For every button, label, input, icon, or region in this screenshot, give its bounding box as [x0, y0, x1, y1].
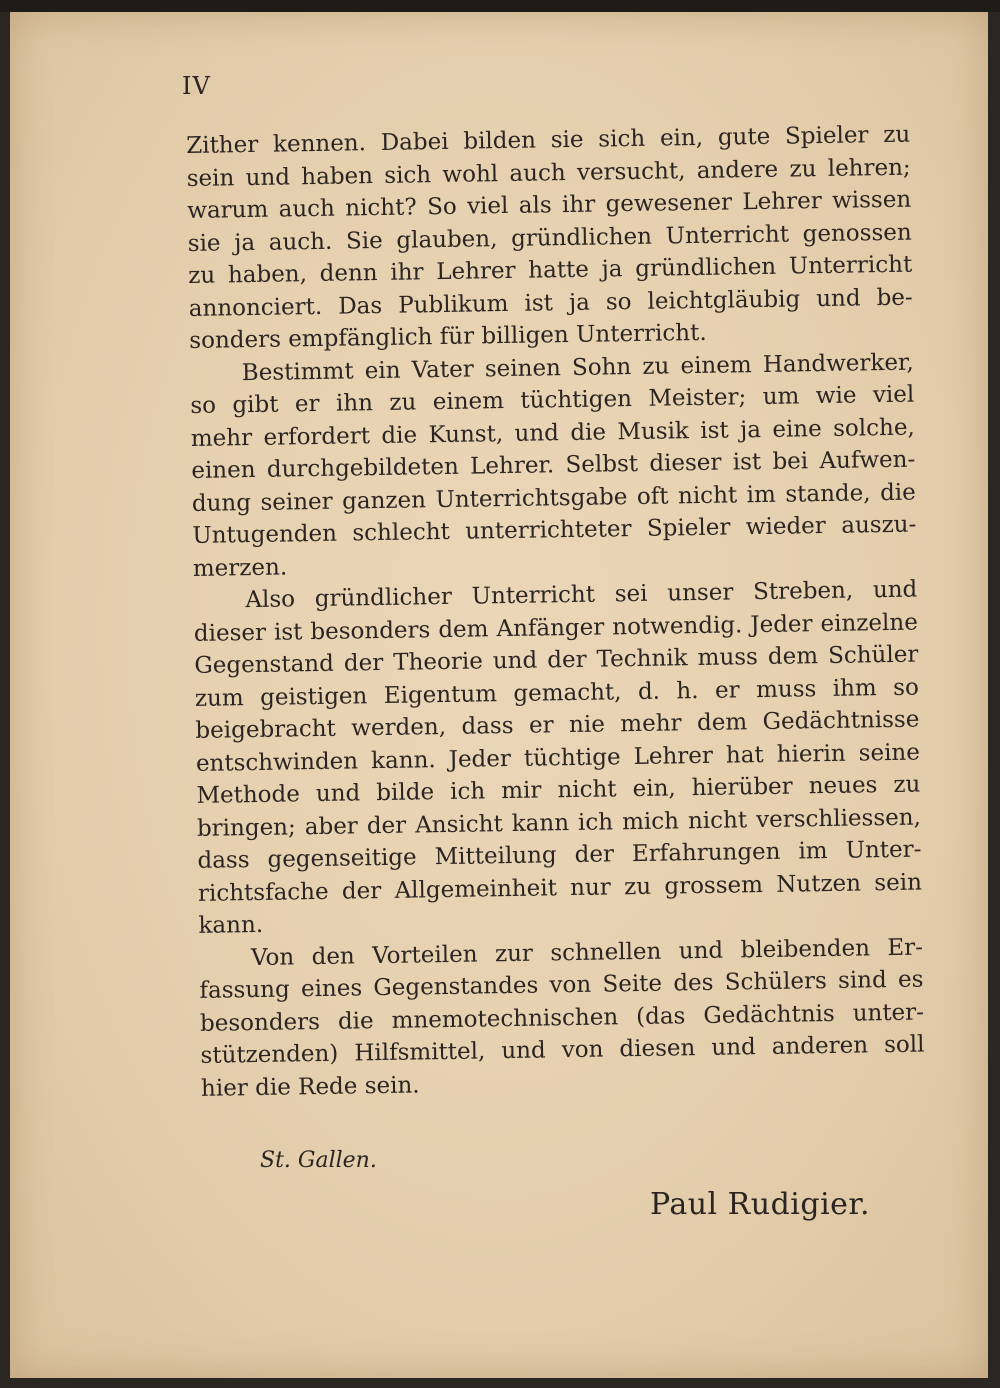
text-line: zum geistigen Eigentum gemacht, d. h. er muss ihm so: [194, 674, 920, 712]
text-line: dung seiner ganzen Unterrichtsgabe oft nicht im stande, die: [191, 479, 916, 517]
text-line: bringen; aber der Ansicht kann ich mich nicht verschliessen,: [196, 804, 922, 842]
text-line: fassung eines Gegenstandes von Seite des Schülers sind es: [199, 966, 924, 1004]
text-line: merzen.: [192, 553, 288, 582]
text-line: so gibt er ihn zu einem tüchtigen Meister; um wie viel: [190, 381, 915, 419]
text-line: Gegenstand der Theorie und der Technik muss dem Schüler: [194, 641, 919, 679]
text-line: sonders empfänglich für billigen Unterricht.: [189, 319, 707, 354]
text-line: Also gründlicher Unterricht sei unser Streben, und: [245, 576, 918, 614]
text-line: besonders die mnemotechnischen (das Gedächtnis unter-: [199, 999, 925, 1037]
text-line: Bestimmt ein Vater seinen Sohn zu einem Handwerker,: [241, 349, 914, 386]
page-number: IV: [182, 72, 211, 100]
text-line: stützenden) Hilfsmittel, und von diesen und anderen soll: [200, 1031, 925, 1069]
text-line: dieser ist besonders dem Anfänger notwendig. Jeder einzelne: [193, 609, 919, 647]
text-line: richtsfache der Allgemeinheit nur zu grossem Nutzen sein: [197, 869, 923, 907]
text-line: dass gegenseitige Mitteilung der Erfahrungen im Unter-: [197, 836, 922, 874]
text-line: einen durchgebildeten Lehrer. Selbst dieser ist bei Aufwen-: [191, 446, 916, 484]
text-line: annonciert. Das Publikum ist ja so leichtgläubig und be-: [188, 284, 913, 322]
text-line: Methode und bilde ich mir nicht ein, hierüber neues zu: [196, 771, 921, 809]
text-line: Zither kennen. Dabei bilden sie sich ein, gute Spieler zu: [186, 121, 911, 159]
text-line: sein und haben sich wohl auch versucht, andere zu lehren;: [186, 154, 911, 192]
text-line: mehr erfordert die Kunst, und die Musik ist ja eine solche,: [190, 414, 915, 452]
text-line: entschwinden kann. Jeder tüchtige Lehrer hat hierin seine: [195, 739, 921, 777]
text-line: sie ja auch. Sie glauben, gründlichen Unterricht genossen: [187, 219, 912, 257]
body-text: [186, 119, 925, 1105]
book-page: [10, 12, 988, 1378]
text-line: hier die Rede sein.: [200, 1071, 420, 1102]
text-line: beigebracht werden, dass er nie mehr dem Gedächtnisse: [195, 706, 920, 744]
text-line: Von den Vorteilen zur schnellen und bleibenden Er-: [250, 934, 924, 971]
place-line: St. Gallen.: [260, 1148, 377, 1173]
scan-edge: [0, 0, 1000, 12]
signature: Paul Rudigier.: [650, 1187, 871, 1222]
text-line: zu haben, denn ihr Lehrer hatte ja gründlichen Unterricht: [188, 251, 913, 289]
text-line: warum auch nicht? So viel als ihr gewesener Lehrer wissen: [187, 186, 912, 224]
text-line: kann.: [198, 911, 264, 939]
text-line: Untugenden schlecht unterrichteter Spieler wieder auszu-: [192, 511, 917, 549]
